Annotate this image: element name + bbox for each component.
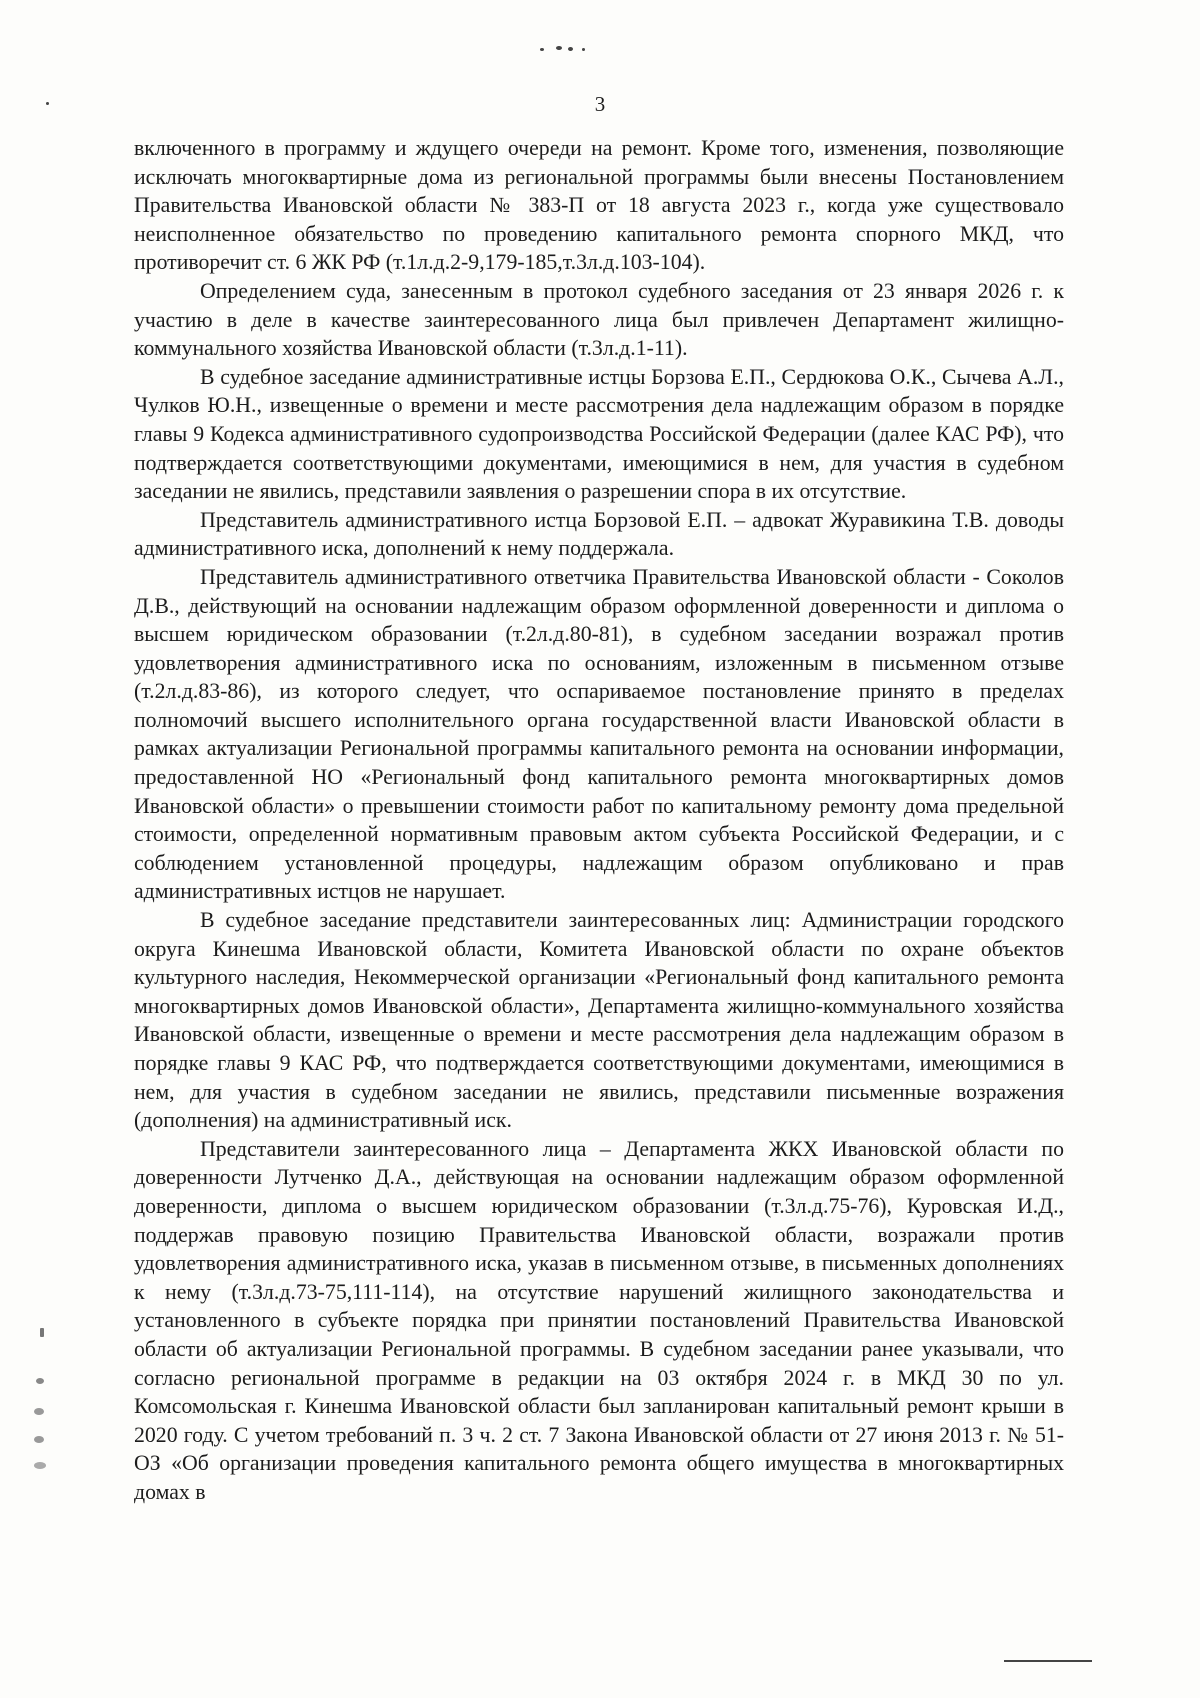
scan-speck <box>36 1378 44 1384</box>
scan-speck <box>582 48 585 51</box>
document-body <box>134 134 1064 1507</box>
scan-speck <box>34 1436 44 1443</box>
paragraph: включенного в программу и ждущего очереди на ремонт. Кроме того, изменения, позволяющие исключать многоквартирные дома из региональной программы были внесены Постановлением Правительства Ивановской области № 383-П от 18 августа 2023 г., когда уже существовало неисполненное обязательство по проведению капитального ремонта спорного МКД, что противоречит ст. 6 ЖК РФ (т.1л.д.2-9,179-185,т.3л.д.103-104). <box>134 136 1064 275</box>
scan-speck <box>568 47 573 51</box>
paragraph: В судебное заседание представители заинтересованных лиц: Администрации городского округа Кинешма Ивановской области, Комитета Ивановской области по охране объектов культурного наследия, Некоммерческой организации «Региональный фонд капитального ремонта многоквартирных домов Ивановской области», Департамента жилищно-коммунального хозяйства Ивановской области, извещенные о времени и месте рассмотрения дела надлежащим образом в порядке главы 9 КАС РФ, что подтверждается соответствующими документами, имеющимися в нем, для участия в судебном заседании не явились, представили письменные возражения (дополнения) на административный иск. <box>134 908 1064 1133</box>
scan-speck <box>34 1462 46 1469</box>
paragraph: Представитель административного ответчика Правительства Ивановской области - Соколов Д.В., действующий на основании надлежащим образом оформленной доверенности и диплома о высшем юридическом образовании (т.2л.д.80-81), в судебном заседании возражал против удовлетворения административного иска по основаниям, изложенным в письменном отзыве (т.2л.д.83-86), из которого следует, что оспариваемое постановление принято в пределах полномочий высшего исполнительного органа государственной власти Ивановской области в рамках актуализации Региональной программы капитального ремонта на основании информации, предоставленной НО «Региональный фонд капитального ремонта многоквартирных домов Ивановской области» о превышении стоимости работ по капитальному ремонту дома предельной стоимости, определенной нормативным правовым актом субъекта Российской Федерации, и с соблюдением установленной процедуры, надлежащим образом опубликовано и прав административных истцов не нарушает. <box>134 564 1064 904</box>
scan-speck <box>34 1408 44 1415</box>
paragraph: Определением суда, занесенным в протокол судебного заседания от 23 января 2026 г. к участию в деле в качестве заинтересованного лица был привлечен Департамент жилищно-коммунального хозяйства Ивановской области (т.3л.д.1-11). <box>134 278 1064 361</box>
scan-speck <box>40 1328 44 1337</box>
paragraph: Представители заинтересованного лица – Департамента ЖКХ Ивановской области по доверенности Лутченко Д.А., действующая на основании надлежащим образом оформленной доверенности, диплома о высшем юридическом образовании (т.3л.д.75-76), Куровская И.Д., поддержав правовую позицию Правительства Ивановской области, возражали против удовлетворения административного иска, указав в письменном отзыве, в письменных дополнениях к нему (т.3л.д.73-75,111-114), на отсутствие нарушений жилищного законодательства и установленного в субъекте порядка при принятии постановлений Правительства Ивановской области об актуализации Региональной программы. В судебном заседании ранее указывали, что согласно региональной программе в редакции на 03 октября 2024 г. в МКД 30 по ул. Комсомольская г. Кинешма Ивановской области был запланирован капитальный ремонт крыши в 2020 году. С учетом требований п. 3 ч. 2 ст. 7 Закона Ивановской области от 27 июня 2013 г. № 51-ОЗ «Об организации проведения капитального ремонта общего имущества в многоквартирных домах в <box>134 1136 1064 1504</box>
footer-rule <box>1004 1660 1092 1662</box>
scan-speck <box>556 46 562 50</box>
page-number: 3 <box>594 92 606 116</box>
paragraph: В судебное заседание административные истцы Борзова Е.П., Сердюкова О.К., Сычева А.Л., Чулков Ю.Н., извещенные о времени и месте рассмотрения дела надлежащим образом в порядке главы 9 Кодекса административного судопроизводства Российской Федерации (далее КАС РФ), что подтверждается соответствующими документами, имеющимися в нем, для участия в судебном заседании не явились, представили заявления о разрешении спора в их отсутствие. <box>134 364 1064 504</box>
scan-speck <box>540 48 544 51</box>
paragraph: Представитель административного истца Борзовой Е.П. – адвокат Журавикина Т.В. доводы административного иска, дополнений к нему поддержала. <box>134 507 1064 561</box>
